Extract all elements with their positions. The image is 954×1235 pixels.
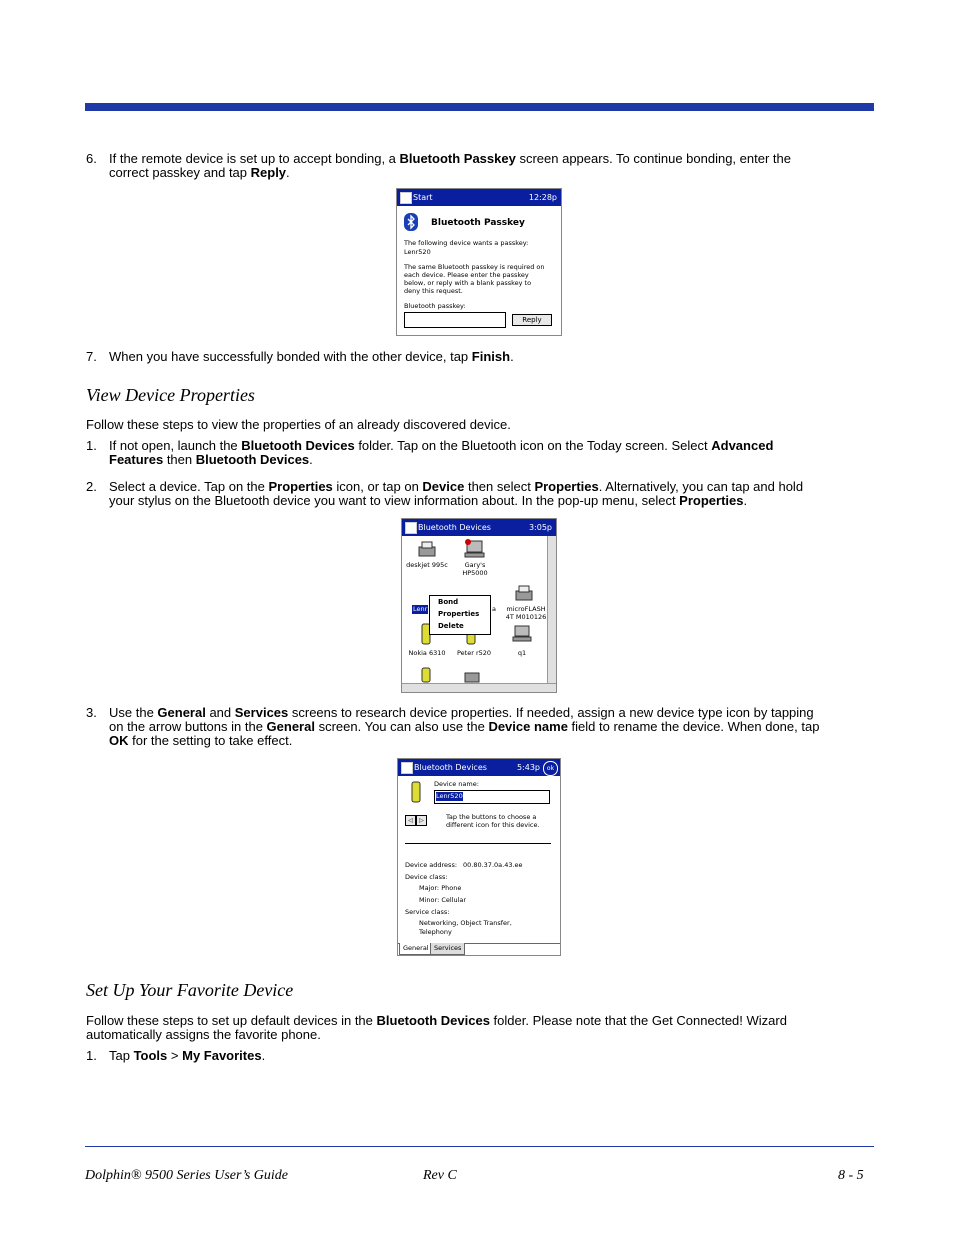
divider: [405, 843, 551, 844]
menu-item-properties[interactable]: Properties: [438, 610, 480, 618]
printer-icon: [514, 585, 534, 603]
step-6-text: If the remote device is set up to accept bonding, a Bluetooth Passkey screen appears. To continue bonding, enter the correct passkey and tap Reply.: [109, 151, 791, 180]
footer-revision: Rev C: [423, 1168, 457, 1183]
service-label: Service class:: [405, 908, 450, 916]
menu-item-bond[interactable]: Bond: [438, 598, 459, 606]
dialog-text: below, or reply with a blank passkey to: [404, 279, 532, 287]
printer-icon: [417, 541, 437, 559]
windows-flag-icon: [401, 762, 413, 774]
device-name-label: Device name:: [434, 780, 479, 788]
ok-button[interactable]: ok: [543, 761, 558, 776]
device-label-fragment: a: [492, 605, 496, 613]
class-label: Device class:: [405, 873, 448, 881]
device-label[interactable]: Gary's HP5000: [462, 561, 488, 577]
clock: 5:43p: [516, 763, 540, 772]
computer-icon: [464, 539, 486, 559]
clock: 3:05p: [528, 523, 552, 532]
device-label[interactable]: Nokia 6310: [408, 649, 446, 657]
computer-icon: [512, 625, 532, 643]
device-label[interactable]: Peter r520: [456, 649, 492, 657]
prev-icon-button[interactable]: ◁: [405, 815, 416, 826]
minor-class: Minor: Cellular: [419, 896, 467, 904]
step-number: 3.: [86, 705, 97, 720]
step-1-text: Tap Tools > My Favorites.: [109, 1048, 266, 1063]
section-intro: Follow these steps to set up default devices in the Bluetooth Devices folder. Please note that the Get Connected! Wizard automatically assigns the favorite phone.: [86, 1013, 787, 1042]
passkey-label: Bluetooth passkey:: [404, 302, 466, 310]
windows-flag-icon: [405, 522, 417, 534]
reply-button[interactable]: Reply: [512, 314, 552, 326]
address-value: 00.80.37.0a.43.ee: [463, 861, 523, 869]
device-label[interactable]: deskjet 995c: [406, 561, 448, 569]
header-rule: [85, 103, 874, 111]
step-7-text: When you have successfully bonded with the other device, tap Finish.: [109, 349, 514, 364]
hint-text: different icon for this device.: [446, 821, 540, 829]
section-heading: View Device Properties: [86, 385, 255, 405]
step-3-text: Use the General and Services screens to research device properties. If needed, assign a new device type icon by tapping on the arrow buttons in the General screen. You can also use the Device name field to rename the device. When done, tap OK for the setting to take effect.: [109, 705, 820, 748]
step-number: 1.: [86, 1048, 97, 1063]
step-number: 6.: [86, 151, 97, 166]
device-name: Lenr520: [404, 248, 431, 256]
menu-item-delete[interactable]: Delete: [438, 622, 464, 630]
device-label[interactable]: microFLASH 4T M010126: [505, 605, 547, 621]
dialog-text: The same Bluetooth passkey is required on: [404, 263, 545, 271]
dialog-text: deny this request.: [404, 287, 463, 295]
service-value: Telephony: [419, 928, 452, 936]
step-2-text: Select a device. Tap on the Properties icon, or tap on Device then select Properties. Alternatively, you can tap and hold your stylus on the Bluetooth device you want to view information about. In the pop-up menu, select Properties.: [109, 479, 804, 508]
service-value: Networking, Object Transfer,: [419, 919, 512, 927]
device-name-value: Lenr520: [436, 792, 463, 800]
clock: 12:28p: [528, 193, 557, 202]
selected-device-label[interactable]: Lenr: [413, 605, 428, 613]
windows-flag-icon: [400, 192, 412, 204]
page-number: 8 - 5: [838, 1168, 864, 1183]
step-number: 2.: [86, 479, 97, 494]
tab-services[interactable]: Services: [430, 943, 465, 955]
vertical-scrollbar[interactable]: [547, 536, 557, 684]
step-1-text: If not open, launch the Bluetooth Devices folder. Tap on the Bluetooth icon on the Today screen. Select Advanced Features then Bluetooth Devices.: [109, 438, 774, 467]
section-intro: Follow these steps to view the properties of an already discovered device.: [86, 417, 511, 432]
horizontal-scrollbar[interactable]: [402, 683, 556, 693]
dialog-title: Bluetooth Passkey: [431, 218, 525, 228]
next-icon-button[interactable]: ▷: [416, 815, 427, 826]
tab-general[interactable]: General: [399, 943, 433, 955]
window-title: Bluetooth Devices: [414, 763, 487, 772]
phone-icon: [411, 781, 421, 803]
device-label[interactable]: q1: [517, 649, 527, 657]
passkey-input[interactable]: [404, 312, 506, 328]
footer-title: Dolphin® 9500 Series User’s Guide: [85, 1168, 288, 1183]
passkey-screenshot: [396, 188, 562, 336]
devices-screenshot: [401, 518, 557, 693]
section-heading: Set Up Your Favorite Device: [86, 980, 294, 1000]
properties-screenshot: [397, 758, 561, 956]
step-number: 1.: [86, 438, 97, 453]
dialog-text: The following device wants a passkey:: [404, 239, 529, 247]
dialog-text: each device. Please enter the passkey: [404, 271, 529, 279]
device-name-input[interactable]: [434, 790, 550, 804]
phone-icon: [421, 667, 431, 683]
context-menu: [429, 595, 491, 635]
footer-rule: [85, 1146, 874, 1147]
title-bar: [397, 189, 561, 206]
window-title: Bluetooth Devices: [418, 523, 491, 532]
printer-icon: [464, 669, 480, 683]
step-number: 7.: [86, 349, 97, 364]
title-bar: [402, 519, 556, 536]
address-label: Device address:: [405, 861, 458, 869]
start-label: Start: [413, 193, 433, 202]
bluetooth-icon: [404, 213, 418, 231]
major-class: Major: Phone: [419, 884, 462, 892]
title-bar: [398, 759, 560, 776]
hint-text: Tap the buttons to choose a: [446, 813, 537, 821]
